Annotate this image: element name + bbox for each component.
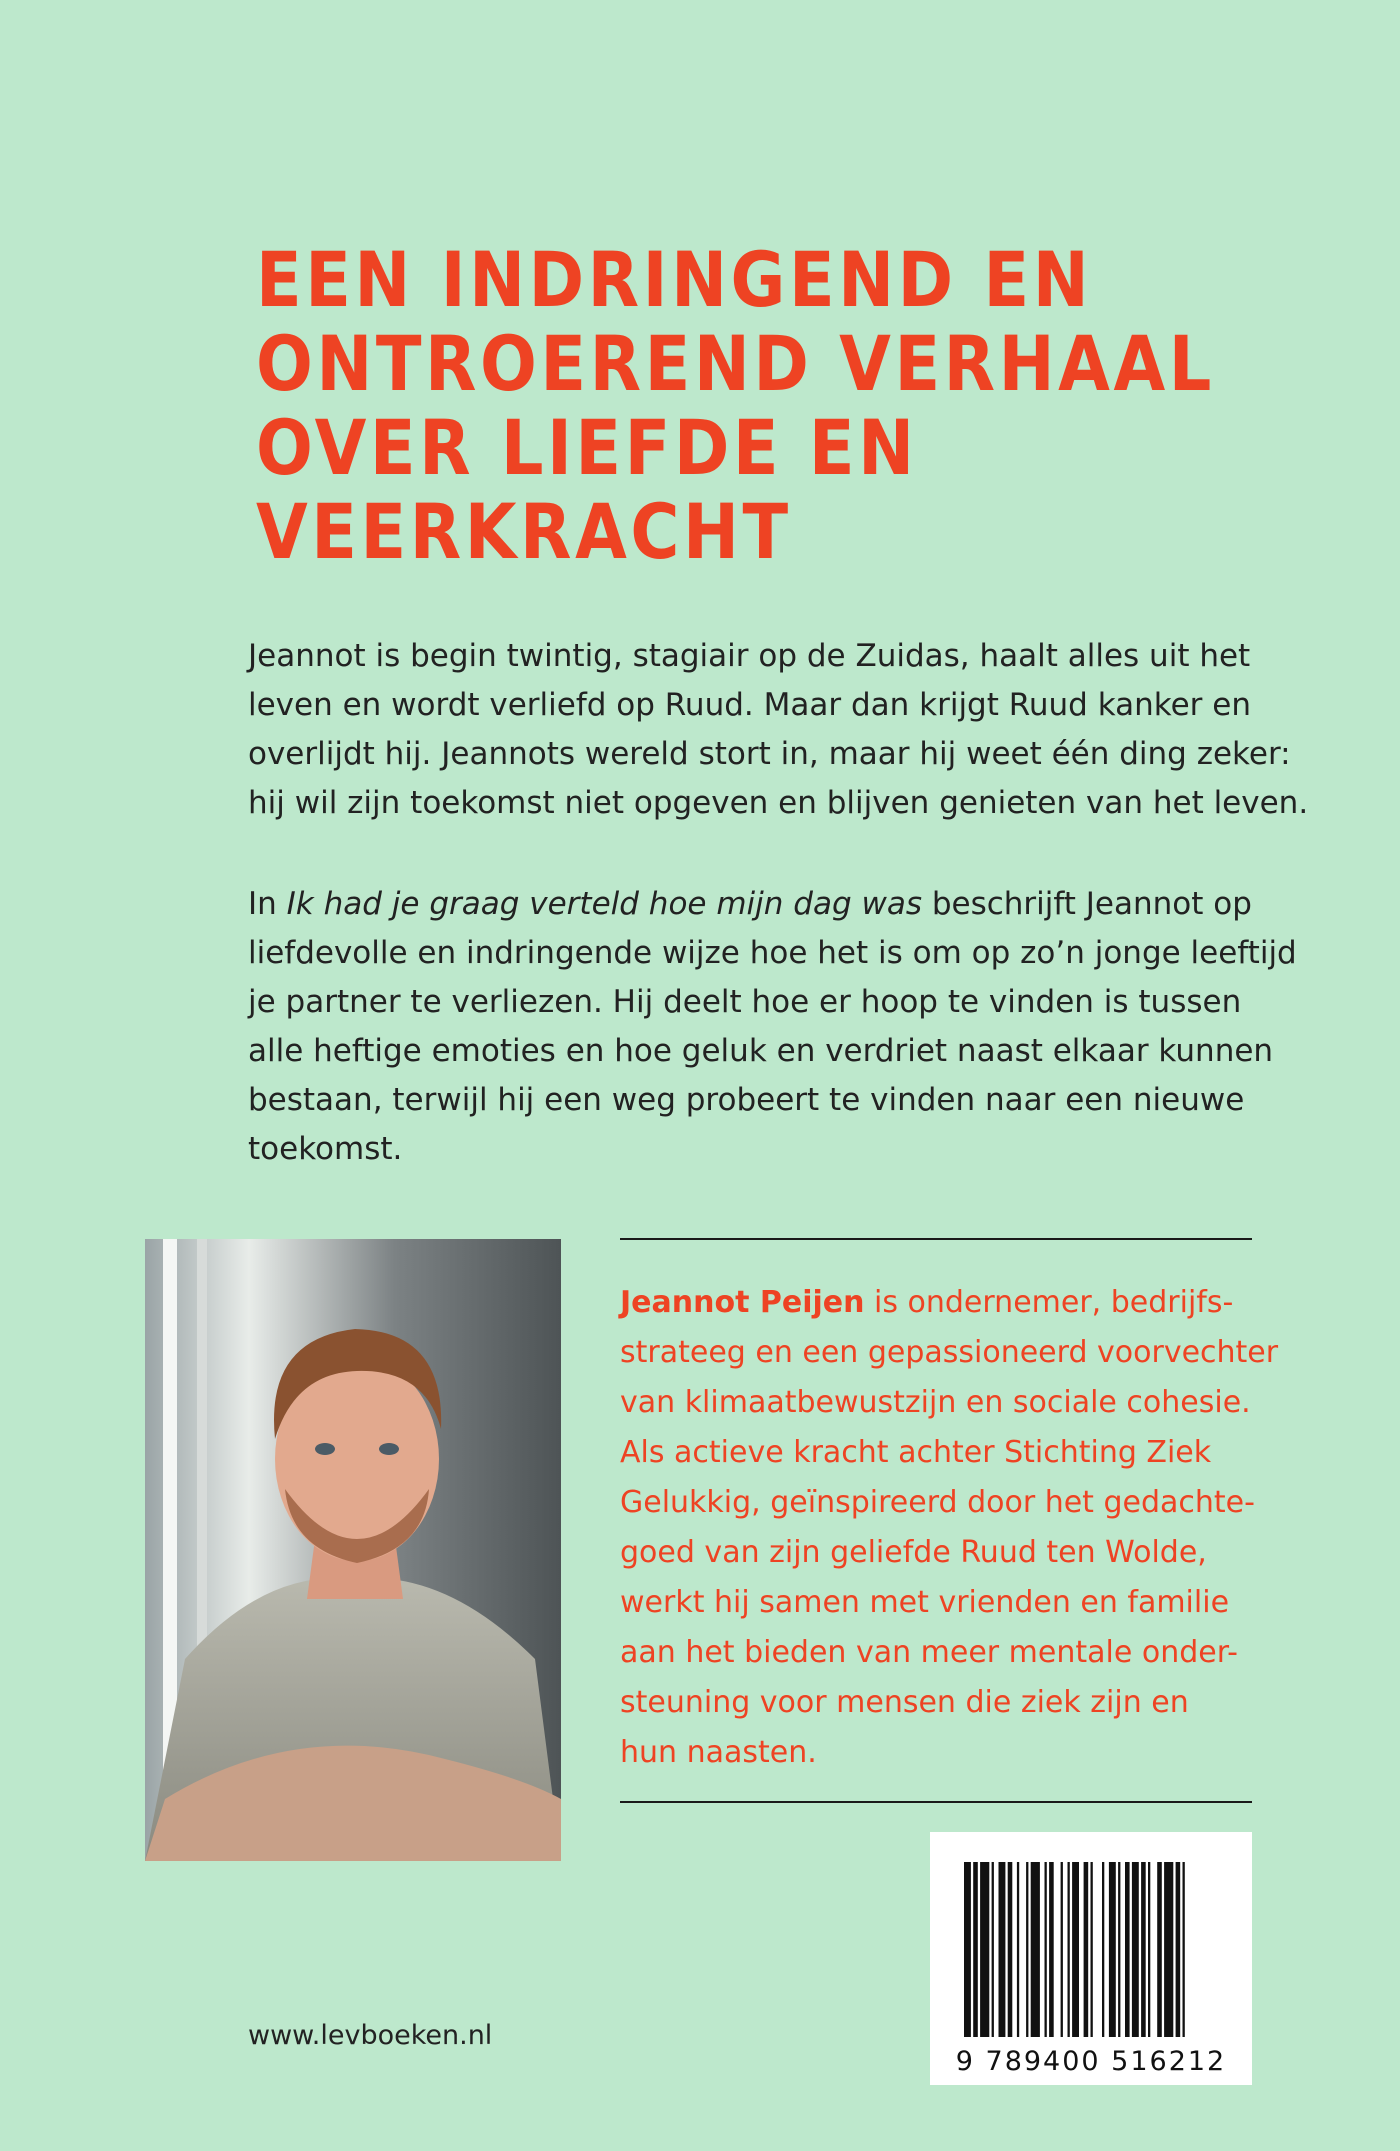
synopsis-paragraph-1	[248, 632, 1309, 828]
headline-line: EEN INDRINGEND EN	[256, 235, 1093, 324]
barcode-bar	[1072, 1862, 1079, 2037]
text-line: Gelukkig, geïnspireerd door het gedachte-	[620, 1485, 1255, 1520]
barcode-bar	[999, 1862, 1006, 2037]
headline	[256, 235, 1215, 576]
barcode-bar	[1049, 1862, 1054, 2037]
author-portrait-illustration	[145, 1239, 561, 1861]
text-line: leven en wordt verliefd op Ruud. Maar dan krijgt Ruud kanker en	[248, 687, 1252, 723]
publisher-website: www.levboeken.nl	[248, 2020, 493, 2051]
barcode-bar	[1091, 1862, 1093, 2037]
barcode-bars	[930, 1832, 1252, 2042]
text-line: Als actieve kracht achter Stichting Ziek	[620, 1435, 1212, 1470]
barcode-bar	[1061, 1862, 1063, 2037]
barcode-bar	[1118, 1862, 1120, 2037]
divider-bottom	[620, 1801, 1252, 1803]
text-line	[248, 880, 1268, 929]
text-line: goed van zijn geliefde Ruud ten Wolde,	[620, 1535, 1207, 1570]
author-bio	[620, 1278, 1280, 1778]
text-line: toekomst.	[248, 1131, 403, 1167]
barcode-bar	[973, 1862, 978, 2037]
barcode-bar	[992, 1862, 994, 2037]
text-line: overlijdt hij. Jeannots wereld stort in, maar hij weet één ding zeker:	[248, 736, 1291, 772]
barcode-bar	[1141, 1862, 1146, 2037]
barcode-bar	[1031, 1862, 1040, 2037]
text-line: strateeg en een gepassioneerd voorvechter	[620, 1335, 1279, 1370]
barcode-bar	[1132, 1862, 1139, 2037]
barcode-bar	[1017, 1862, 1019, 2037]
author-name: Jeannot Peijen	[620, 1285, 865, 1320]
barcode-bar	[980, 1862, 989, 2037]
barcode-bar	[1026, 1862, 1028, 2037]
text-fragment: is ondernemer, bedrijfs-	[864, 1285, 1234, 1320]
headline-line: OVER LIEFDE EN	[256, 403, 918, 492]
barcode-bar	[1084, 1862, 1089, 2037]
barcode-bar	[1068, 1862, 1070, 2037]
text-line: werkt hij samen met vrienden en familie	[620, 1585, 1230, 1620]
text-line: van klimaatbewustzijn en sociale cohesie.	[620, 1385, 1251, 1420]
divider-top	[620, 1238, 1252, 1240]
barcode-bar	[1176, 1862, 1181, 2037]
barcode-bar	[1125, 1862, 1130, 2037]
text-line: bestaan, terwijl hij een weg probeert te vinden naar een nieuwe	[248, 1082, 1245, 1118]
text-line: alle heftige emoties en hoe geluk en verdriet naast elkaar kunnen	[248, 1033, 1274, 1069]
barcode-bar	[1183, 1862, 1185, 2037]
barcode-bar	[1102, 1862, 1104, 2037]
text-fragment: beschrijft Jeannot op	[921, 886, 1252, 922]
barcode-bar	[1148, 1862, 1150, 2037]
barcode-bar	[964, 1862, 971, 2037]
text-line	[620, 1278, 1280, 1328]
synopsis-paragraph-2	[248, 880, 1297, 1174]
barcode-bar	[1157, 1862, 1162, 2037]
barcode-bar	[1008, 1862, 1013, 2037]
barcode-bar	[1045, 1862, 1047, 2037]
isbn-number: 9 789400 516212	[955, 2046, 1227, 2077]
author-photo	[145, 1239, 561, 1861]
barcode-bar	[1164, 1862, 1173, 2037]
text-line: hun naasten.	[620, 1735, 817, 1770]
text-line: Jeannot is begin twintig, stagiair op de Zuidas, haalt alles uit het	[248, 638, 1251, 674]
headline-line: ONTROEREND VERHAAL	[256, 319, 1215, 408]
text-line: hij wil zijn toekomst niet opgeven en blijven genieten van het leven.	[248, 785, 1309, 821]
book-title: Ik had je graag verteld hoe mijn dag was	[286, 886, 922, 922]
headline-line: VEERKRACHT	[256, 487, 792, 576]
text-line: aan het bieden van meer mentale onder-	[620, 1635, 1238, 1670]
text-line: liefdevolle en indringende wijze hoe het is om op zo’n jonge leeftijd	[248, 935, 1297, 971]
barcode	[930, 1832, 1252, 2085]
barcode-bar	[1109, 1862, 1116, 2037]
text-fragment: In	[248, 886, 287, 922]
text-line: steuning voor mensen die ziek zijn en	[620, 1685, 1189, 1720]
text-line: je partner te verliezen. Hij deelt hoe er hoop te vinden is tussen	[248, 984, 1242, 1020]
